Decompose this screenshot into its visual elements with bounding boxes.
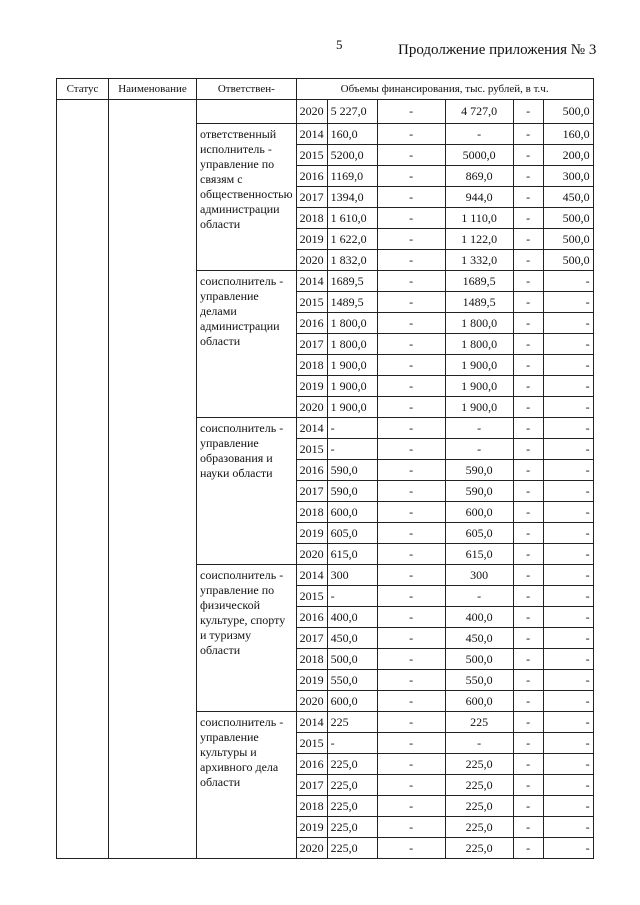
total-cell: 225,0 — [327, 838, 377, 859]
other-cell: - — [543, 733, 593, 754]
year-cell: 2019 — [296, 523, 327, 544]
federal-cell: - — [377, 817, 445, 838]
responsible-cell: соисполнитель - управление культуры и архивного дела области — [197, 712, 297, 859]
federal-cell: - — [377, 460, 445, 481]
local-cell: - — [513, 145, 543, 166]
regional-cell: 590,0 — [445, 481, 513, 502]
regional-cell: 600,0 — [445, 691, 513, 712]
other-cell: - — [543, 796, 593, 817]
federal-cell: - — [377, 355, 445, 376]
federal-cell: - — [377, 187, 445, 208]
local-cell: - — [513, 250, 543, 271]
page-subtitle: Продолжение приложения № 3 — [398, 42, 597, 58]
year-cell: 2015 — [296, 145, 327, 166]
regional-cell: 5000,0 — [445, 145, 513, 166]
total-cell: 1 610,0 — [327, 208, 377, 229]
other-cell: - — [543, 775, 593, 796]
total-cell: 225,0 — [327, 775, 377, 796]
regional-cell: 600,0 — [445, 502, 513, 523]
regional-cell: 225,0 — [445, 838, 513, 859]
regional-cell: 1 332,0 — [445, 250, 513, 271]
funding-table — [56, 78, 594, 859]
regional-cell: - — [445, 124, 513, 145]
regional-cell: - — [445, 439, 513, 460]
total-cell: 400,0 — [327, 607, 377, 628]
regional-cell: 1 900,0 — [445, 397, 513, 418]
federal-cell: - — [377, 418, 445, 439]
other-cell: - — [543, 838, 593, 859]
other-cell: - — [543, 271, 593, 292]
federal-cell: - — [377, 250, 445, 271]
name-cell — [109, 100, 197, 859]
year-cell: 2016 — [296, 166, 327, 187]
other-cell: 160,0 — [543, 124, 593, 145]
total-cell: 615,0 — [327, 544, 377, 565]
year-cell: 2014 — [296, 271, 327, 292]
year-cell: 2017 — [296, 775, 327, 796]
regional-cell: 615,0 — [445, 544, 513, 565]
other-cell: 300,0 — [543, 166, 593, 187]
local-cell: - — [513, 544, 543, 565]
federal-cell: - — [377, 691, 445, 712]
regional-cell: 1 110,0 — [445, 208, 513, 229]
local-cell: - — [513, 355, 543, 376]
regional-cell: 1 122,0 — [445, 229, 513, 250]
total-cell: 600,0 — [327, 502, 377, 523]
other-cell: 500,0 — [543, 229, 593, 250]
responsible-cell: соисполнитель - управление по физической культуре, спорту и туризму области — [197, 565, 297, 712]
federal-cell: - — [377, 544, 445, 565]
year-cell: 2015 — [296, 439, 327, 460]
responsible-cell: соисполнитель - управление образования и науки области — [197, 418, 297, 565]
local-cell: - — [513, 124, 543, 145]
regional-cell: 225,0 — [445, 796, 513, 817]
federal-cell: - — [377, 229, 445, 250]
other-cell: - — [543, 313, 593, 334]
year-cell: 2016 — [296, 754, 327, 775]
year-cell: 2014 — [296, 565, 327, 586]
responsible-cell — [197, 100, 297, 124]
year-cell: 2015 — [296, 733, 327, 754]
local-cell: - — [513, 670, 543, 691]
local-cell: - — [513, 397, 543, 418]
local-cell: - — [513, 775, 543, 796]
year-cell: 2017 — [296, 481, 327, 502]
federal-cell: - — [377, 586, 445, 607]
total-cell: 1 622,0 — [327, 229, 377, 250]
other-cell: - — [543, 502, 593, 523]
other-cell: - — [543, 565, 593, 586]
other-cell: - — [543, 376, 593, 397]
total-cell: 1489,5 — [327, 292, 377, 313]
total-cell: 225,0 — [327, 817, 377, 838]
other-cell: - — [543, 523, 593, 544]
total-cell: - — [327, 586, 377, 607]
federal-cell: - — [377, 439, 445, 460]
regional-cell: 1489,5 — [445, 292, 513, 313]
table-header-row — [57, 79, 594, 100]
other-cell: - — [543, 418, 593, 439]
regional-cell: 450,0 — [445, 628, 513, 649]
federal-cell: - — [377, 313, 445, 334]
local-cell: - — [513, 271, 543, 292]
local-cell: - — [513, 796, 543, 817]
federal-cell: - — [377, 670, 445, 691]
responsible-cell: ответственный исполнитель - управление по связям с общественностью администрации области — [197, 124, 297, 271]
federal-cell: - — [377, 100, 445, 124]
other-cell: - — [543, 754, 593, 775]
regional-cell: 300 — [445, 565, 513, 586]
regional-cell: 944,0 — [445, 187, 513, 208]
other-cell: 200,0 — [543, 145, 593, 166]
federal-cell: - — [377, 334, 445, 355]
total-cell: 1689,5 — [327, 271, 377, 292]
federal-cell: - — [377, 145, 445, 166]
total-cell: 1 900,0 — [327, 355, 377, 376]
regional-cell: 500,0 — [445, 649, 513, 670]
status-cell — [57, 100, 109, 859]
year-cell: 2014 — [296, 418, 327, 439]
year-cell: 2020 — [296, 691, 327, 712]
other-cell: - — [543, 649, 593, 670]
year-cell: 2017 — [296, 187, 327, 208]
federal-cell: - — [377, 271, 445, 292]
total-cell: - — [327, 439, 377, 460]
other-cell: - — [543, 460, 593, 481]
federal-cell: - — [377, 565, 445, 586]
local-cell: - — [513, 208, 543, 229]
year-cell: 2018 — [296, 649, 327, 670]
other-cell: - — [543, 292, 593, 313]
total-cell: 1169,0 — [327, 166, 377, 187]
total-cell: 1 900,0 — [327, 376, 377, 397]
regional-cell: 400,0 — [445, 607, 513, 628]
local-cell: - — [513, 523, 543, 544]
total-cell: 450,0 — [327, 628, 377, 649]
other-cell: - — [543, 670, 593, 691]
regional-cell: 1 800,0 — [445, 313, 513, 334]
other-cell: - — [543, 355, 593, 376]
header-name: Наименование — [109, 79, 197, 100]
local-cell: - — [513, 565, 543, 586]
federal-cell: - — [377, 712, 445, 733]
header-funding: Объемы финансирования, тыс. рублей, в т.ч. — [296, 79, 593, 100]
other-cell: - — [543, 586, 593, 607]
page-number: 5 — [336, 37, 343, 52]
other-cell: - — [543, 817, 593, 838]
regional-cell: 869,0 — [445, 166, 513, 187]
year-cell: 2014 — [296, 712, 327, 733]
table-row — [57, 100, 594, 124]
local-cell: - — [513, 334, 543, 355]
federal-cell: - — [377, 124, 445, 145]
regional-cell: 225,0 — [445, 817, 513, 838]
total-cell: 1394,0 — [327, 187, 377, 208]
other-cell: - — [543, 544, 593, 565]
total-cell: - — [327, 418, 377, 439]
local-cell: - — [513, 292, 543, 313]
local-cell: - — [513, 586, 543, 607]
responsible-cell: соисполнитель - управление делами администрации области — [197, 271, 297, 418]
regional-cell: - — [445, 733, 513, 754]
local-cell: - — [513, 628, 543, 649]
total-cell: 550,0 — [327, 670, 377, 691]
other-cell: 450,0 — [543, 187, 593, 208]
year-cell: 2014 — [296, 124, 327, 145]
regional-cell: 1 900,0 — [445, 376, 513, 397]
regional-cell: 1 900,0 — [445, 355, 513, 376]
local-cell: - — [513, 607, 543, 628]
regional-cell: 4 727,0 — [445, 100, 513, 124]
local-cell: - — [513, 712, 543, 733]
local-cell: - — [513, 313, 543, 334]
year-cell: 2016 — [296, 313, 327, 334]
total-cell: 500,0 — [327, 649, 377, 670]
total-cell: 160,0 — [327, 124, 377, 145]
total-cell: 225,0 — [327, 796, 377, 817]
local-cell: - — [513, 502, 543, 523]
federal-cell: - — [377, 376, 445, 397]
local-cell: - — [513, 733, 543, 754]
other-cell: - — [543, 607, 593, 628]
federal-cell: - — [377, 628, 445, 649]
total-cell: 225,0 — [327, 754, 377, 775]
total-cell: 600,0 — [327, 691, 377, 712]
federal-cell: - — [377, 523, 445, 544]
local-cell: - — [513, 100, 543, 124]
other-cell: 500,0 — [543, 250, 593, 271]
local-cell: - — [513, 439, 543, 460]
regional-cell: 225,0 — [445, 775, 513, 796]
year-cell: 2019 — [296, 229, 327, 250]
year-cell: 2016 — [296, 607, 327, 628]
local-cell: - — [513, 187, 543, 208]
local-cell: - — [513, 754, 543, 775]
year-cell: 2020 — [296, 100, 327, 124]
total-cell: 1 800,0 — [327, 313, 377, 334]
federal-cell: - — [377, 397, 445, 418]
year-cell: 2018 — [296, 502, 327, 523]
federal-cell: - — [377, 838, 445, 859]
local-cell: - — [513, 691, 543, 712]
other-cell: 500,0 — [543, 100, 593, 124]
federal-cell: - — [377, 292, 445, 313]
regional-cell: 225 — [445, 712, 513, 733]
total-cell: 605,0 — [327, 523, 377, 544]
local-cell: - — [513, 649, 543, 670]
total-cell: 5200,0 — [327, 145, 377, 166]
local-cell: - — [513, 817, 543, 838]
year-cell: 2015 — [296, 586, 327, 607]
year-cell: 2016 — [296, 460, 327, 481]
total-cell: 5 227,0 — [327, 100, 377, 124]
regional-cell: 550,0 — [445, 670, 513, 691]
federal-cell: - — [377, 754, 445, 775]
year-cell: 2020 — [296, 838, 327, 859]
other-cell: - — [543, 712, 593, 733]
regional-cell: - — [445, 586, 513, 607]
year-cell: 2019 — [296, 376, 327, 397]
regional-cell: 605,0 — [445, 523, 513, 544]
federal-cell: - — [377, 649, 445, 670]
total-cell: 1 900,0 — [327, 397, 377, 418]
year-cell: 2020 — [296, 397, 327, 418]
year-cell: 2018 — [296, 796, 327, 817]
year-cell: 2019 — [296, 817, 327, 838]
other-cell: - — [543, 481, 593, 502]
federal-cell: - — [377, 796, 445, 817]
year-cell: 2018 — [296, 355, 327, 376]
local-cell: - — [513, 376, 543, 397]
local-cell: - — [513, 838, 543, 859]
year-cell: 2017 — [296, 628, 327, 649]
federal-cell: - — [377, 502, 445, 523]
total-cell: 590,0 — [327, 481, 377, 502]
year-cell: 2020 — [296, 250, 327, 271]
local-cell: - — [513, 166, 543, 187]
regional-cell: - — [445, 418, 513, 439]
regional-cell: 1 800,0 — [445, 334, 513, 355]
total-cell: 225 — [327, 712, 377, 733]
total-cell: 590,0 — [327, 460, 377, 481]
other-cell: - — [543, 334, 593, 355]
regional-cell: 590,0 — [445, 460, 513, 481]
local-cell: - — [513, 418, 543, 439]
header-status: Статус — [57, 79, 109, 100]
year-cell: 2020 — [296, 544, 327, 565]
total-cell: 1 800,0 — [327, 334, 377, 355]
year-cell: 2015 — [296, 292, 327, 313]
federal-cell: - — [377, 607, 445, 628]
regional-cell: 1689,5 — [445, 271, 513, 292]
federal-cell: - — [377, 733, 445, 754]
total-cell: - — [327, 733, 377, 754]
year-cell: 2019 — [296, 670, 327, 691]
federal-cell: - — [377, 775, 445, 796]
total-cell: 1 832,0 — [327, 250, 377, 271]
year-cell: 2018 — [296, 208, 327, 229]
other-cell: - — [543, 691, 593, 712]
federal-cell: - — [377, 208, 445, 229]
total-cell: 300 — [327, 565, 377, 586]
table-body — [57, 100, 594, 859]
regional-cell: 225,0 — [445, 754, 513, 775]
other-cell: - — [543, 628, 593, 649]
local-cell: - — [513, 481, 543, 502]
federal-cell: - — [377, 166, 445, 187]
local-cell: - — [513, 229, 543, 250]
header-responsible: Ответствен- — [197, 79, 297, 100]
local-cell: - — [513, 460, 543, 481]
year-cell: 2017 — [296, 334, 327, 355]
federal-cell: - — [377, 481, 445, 502]
other-cell: - — [543, 397, 593, 418]
other-cell: 500,0 — [543, 208, 593, 229]
other-cell: - — [543, 439, 593, 460]
